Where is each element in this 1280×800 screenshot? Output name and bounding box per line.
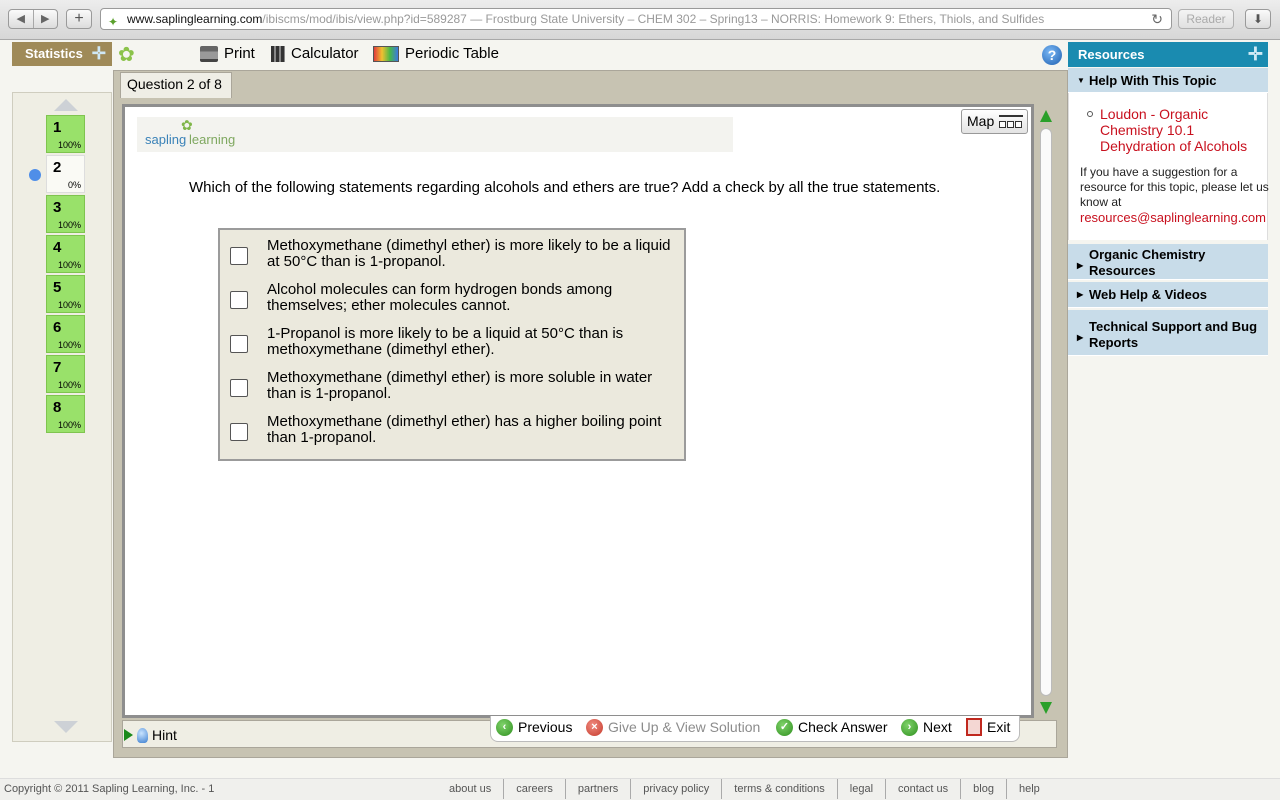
footer-link-blog[interactable]: blog bbox=[961, 779, 1007, 799]
previous-label: Previous bbox=[518, 719, 573, 735]
footer-links bbox=[437, 779, 1052, 799]
calculator-button[interactable] bbox=[271, 44, 359, 64]
expand-triangle-icon: ▶ bbox=[1077, 290, 1084, 299]
question-number: 6 bbox=[53, 319, 62, 336]
sapling-leaf-icon: ✿ bbox=[181, 117, 193, 133]
question-number: 7 bbox=[53, 359, 62, 376]
calculator-label: Calculator bbox=[291, 45, 359, 62]
copyright-text: Copyright © 2011 Sapling Learning, Inc. - 1 bbox=[4, 783, 215, 795]
content-scrollbar[interactable] bbox=[1038, 106, 1056, 720]
suggestion-label: If you have a suggestion for a resource for this topic, please let us know at bbox=[1080, 165, 1269, 209]
periodic-table-button[interactable] bbox=[373, 44, 499, 64]
current-question-indicator bbox=[29, 169, 41, 181]
check-answer-label: Check Answer bbox=[798, 719, 888, 735]
footer-link-privacy[interactable]: privacy policy bbox=[631, 779, 722, 799]
print-button[interactable] bbox=[200, 44, 255, 64]
help-icon[interactable]: ? bbox=[1042, 45, 1062, 65]
collapse-triangle-icon: ▼ bbox=[1077, 76, 1085, 85]
section-organic-chemistry-resources[interactable] bbox=[1068, 244, 1268, 280]
next-button[interactable] bbox=[901, 718, 952, 736]
resources-panel bbox=[1068, 42, 1268, 360]
scroll-down-icon[interactable] bbox=[54, 721, 78, 733]
logo-learning-text: learning bbox=[189, 132, 236, 147]
logo-sapling-text: sapling bbox=[145, 132, 187, 147]
question-nav-item[interactable] bbox=[46, 115, 85, 153]
expand-icon[interactable]: ✛ bbox=[1247, 44, 1263, 64]
sitemap-icon bbox=[999, 115, 1023, 129]
previous-button[interactable] bbox=[496, 718, 572, 736]
footer-link-partners[interactable]: partners bbox=[566, 779, 631, 799]
print-label: Print bbox=[224, 45, 255, 62]
option-checkbox[interactable] bbox=[230, 379, 248, 397]
option-checkbox[interactable] bbox=[230, 335, 248, 353]
question-score: 100% bbox=[57, 420, 81, 430]
footer-link-legal[interactable]: legal bbox=[838, 779, 886, 799]
option-text: Alcohol molecules can form hydrogen bonds among themselves; ether molecules cannot. bbox=[267, 281, 613, 314]
statistics-button[interactable] bbox=[12, 42, 112, 66]
question-score: 100% bbox=[57, 380, 81, 390]
question-nav-item[interactable] bbox=[46, 235, 85, 273]
question-score: 100% bbox=[57, 340, 81, 350]
give-up-button[interactable] bbox=[586, 718, 760, 736]
footer-link-about[interactable]: about us bbox=[437, 779, 504, 799]
previous-arrow-icon: ‹ bbox=[496, 719, 513, 736]
bullet-icon bbox=[1087, 111, 1093, 117]
question-nav-item[interactable] bbox=[46, 195, 85, 233]
next-label: Next bbox=[923, 719, 952, 735]
answer-option[interactable] bbox=[220, 280, 684, 322]
expand-triangle-icon: ▶ bbox=[1077, 261, 1084, 270]
resource-link[interactable]: Loudon - Organic Chemistry 10.1 Dehydration of Alcohols bbox=[1100, 106, 1248, 154]
back-forward-buttons[interactable] bbox=[8, 9, 58, 29]
option-checkbox[interactable] bbox=[230, 247, 248, 265]
option-text: Methoxymethane (dimethyl ether) has a higher boiling point than 1-propanol. bbox=[267, 413, 662, 446]
map-button[interactable] bbox=[961, 109, 1028, 134]
url-path: /ibiscms/mod/ibis/view.php?id=589287 — Frostburg State University – CHEM 302 – Spring13 – NORRIS: Homework 9: Ethers, Thiols, and Sulfides bbox=[262, 12, 1045, 26]
expand-arrow-icon bbox=[124, 729, 133, 741]
section-technical-support[interactable] bbox=[1068, 310, 1268, 356]
section-label: Technical Support and Bug Reports bbox=[1089, 319, 1258, 350]
option-checkbox[interactable] bbox=[230, 423, 248, 441]
question-tab: Question 2 of 8 bbox=[120, 72, 232, 98]
question-score: 100% bbox=[57, 140, 81, 150]
scroll-track[interactable] bbox=[1040, 128, 1052, 696]
question-number: 1 bbox=[53, 119, 62, 136]
sapling-leaf-icon: ✿ bbox=[118, 44, 135, 66]
question-navigator bbox=[12, 92, 112, 742]
question-score: 0% bbox=[67, 180, 81, 190]
sapling-learning-logo bbox=[137, 117, 733, 152]
new-tab-button[interactable]: + bbox=[66, 9, 92, 29]
expand-icon[interactable]: ✛ bbox=[91, 44, 106, 63]
site-leaf-icon: ✦ bbox=[108, 15, 119, 29]
question-score: 100% bbox=[57, 300, 81, 310]
suggestion-text bbox=[1080, 165, 1270, 226]
reader-button[interactable]: Reader bbox=[1178, 9, 1234, 29]
answer-option[interactable] bbox=[220, 412, 684, 454]
scroll-down-icon[interactable] bbox=[1040, 702, 1052, 714]
exit-label: Exit bbox=[987, 719, 1011, 735]
check-icon: ✓ bbox=[776, 719, 793, 736]
footer-link-terms[interactable]: terms & conditions bbox=[722, 779, 837, 799]
resources-email-link[interactable]: resources@saplinglearning.com bbox=[1080, 210, 1266, 225]
question-number: 8 bbox=[53, 399, 62, 416]
url-host: www.saplinglearning.com bbox=[127, 12, 263, 26]
section-label: Organic Chemistry Resources bbox=[1089, 247, 1206, 278]
forward-icon[interactable]: ▶ bbox=[41, 13, 50, 25]
give-up-x-icon: × bbox=[586, 719, 603, 736]
option-text: Methoxymethane (dimethyl ether) is more likely to be a liquid at 50°C than is 1-propanol. bbox=[267, 237, 671, 270]
question-nav-item[interactable] bbox=[46, 355, 85, 393]
exit-door-icon bbox=[966, 718, 982, 736]
exit-button[interactable] bbox=[966, 718, 1010, 736]
question-nav-item[interactable] bbox=[46, 395, 85, 433]
calculator-icon bbox=[271, 46, 285, 62]
question-nav-item[interactable] bbox=[46, 315, 85, 353]
browser-toolbar bbox=[0, 0, 1280, 40]
lightbulb-icon bbox=[137, 728, 148, 743]
answer-option[interactable] bbox=[220, 236, 684, 278]
footer-link-careers[interactable]: careers bbox=[504, 779, 566, 799]
resources-header bbox=[1068, 42, 1268, 67]
question-number: 3 bbox=[53, 199, 62, 216]
reload-icon[interactable]: ↻ bbox=[1151, 11, 1163, 27]
periodic-table-label: Periodic Table bbox=[405, 45, 499, 62]
help-topic-body bbox=[1068, 93, 1268, 240]
question-score: 100% bbox=[57, 220, 81, 230]
expand-triangle-icon: ▶ bbox=[1077, 333, 1084, 342]
address-bar[interactable] bbox=[100, 8, 1172, 30]
question-number: 5 bbox=[53, 279, 62, 296]
periodic-table-icon bbox=[373, 46, 399, 62]
hint-label: Hint bbox=[152, 727, 177, 743]
option-text: 1-Propanol is more likely to be a liquid at 50°C than is methoxymethane (dimethyl ether). bbox=[267, 325, 624, 358]
scroll-up-icon[interactable] bbox=[1040, 110, 1052, 122]
map-label: Map bbox=[967, 113, 995, 129]
resources-title: Resources bbox=[1078, 47, 1145, 62]
question-nav-item-current[interactable] bbox=[46, 155, 85, 193]
back-icon[interactable]: ◀ bbox=[9, 10, 34, 28]
question-number: 4 bbox=[53, 239, 62, 256]
next-arrow-icon: › bbox=[901, 719, 918, 736]
section-label: Web Help & Videos bbox=[1089, 287, 1207, 302]
scroll-up-icon[interactable] bbox=[54, 99, 78, 111]
give-up-label: Give Up & View Solution bbox=[608, 719, 761, 735]
answer-options bbox=[218, 228, 686, 461]
answer-option[interactable] bbox=[220, 368, 684, 410]
option-checkbox[interactable] bbox=[230, 291, 248, 309]
hint-button[interactable] bbox=[124, 726, 177, 744]
statistics-label: Statistics bbox=[25, 46, 83, 61]
option-text: Methoxymethane (dimethyl ether) is more soluble in water than is 1-propanol. bbox=[267, 369, 653, 402]
question-score: 100% bbox=[57, 260, 81, 270]
section-web-help-videos[interactable] bbox=[1068, 282, 1268, 308]
section-help-with-topic[interactable] bbox=[1068, 68, 1268, 93]
question-number: 2 bbox=[53, 159, 62, 176]
question-prompt: Which of the following statements regarding alcohols and ethers are true? Add a check by all the true statements. bbox=[189, 179, 941, 196]
downloads-icon[interactable]: ⬇ bbox=[1245, 9, 1271, 29]
section-label: Help With This Topic bbox=[1089, 73, 1217, 88]
printer-icon bbox=[200, 46, 218, 62]
question-nav-item[interactable] bbox=[46, 275, 85, 313]
footer-link-help[interactable]: help bbox=[1018, 783, 1040, 795]
check-answer-button[interactable] bbox=[776, 718, 887, 736]
answer-option[interactable] bbox=[220, 324, 684, 366]
page-footer bbox=[0, 778, 1280, 800]
footer-link-contact[interactable]: contact us bbox=[886, 779, 961, 799]
